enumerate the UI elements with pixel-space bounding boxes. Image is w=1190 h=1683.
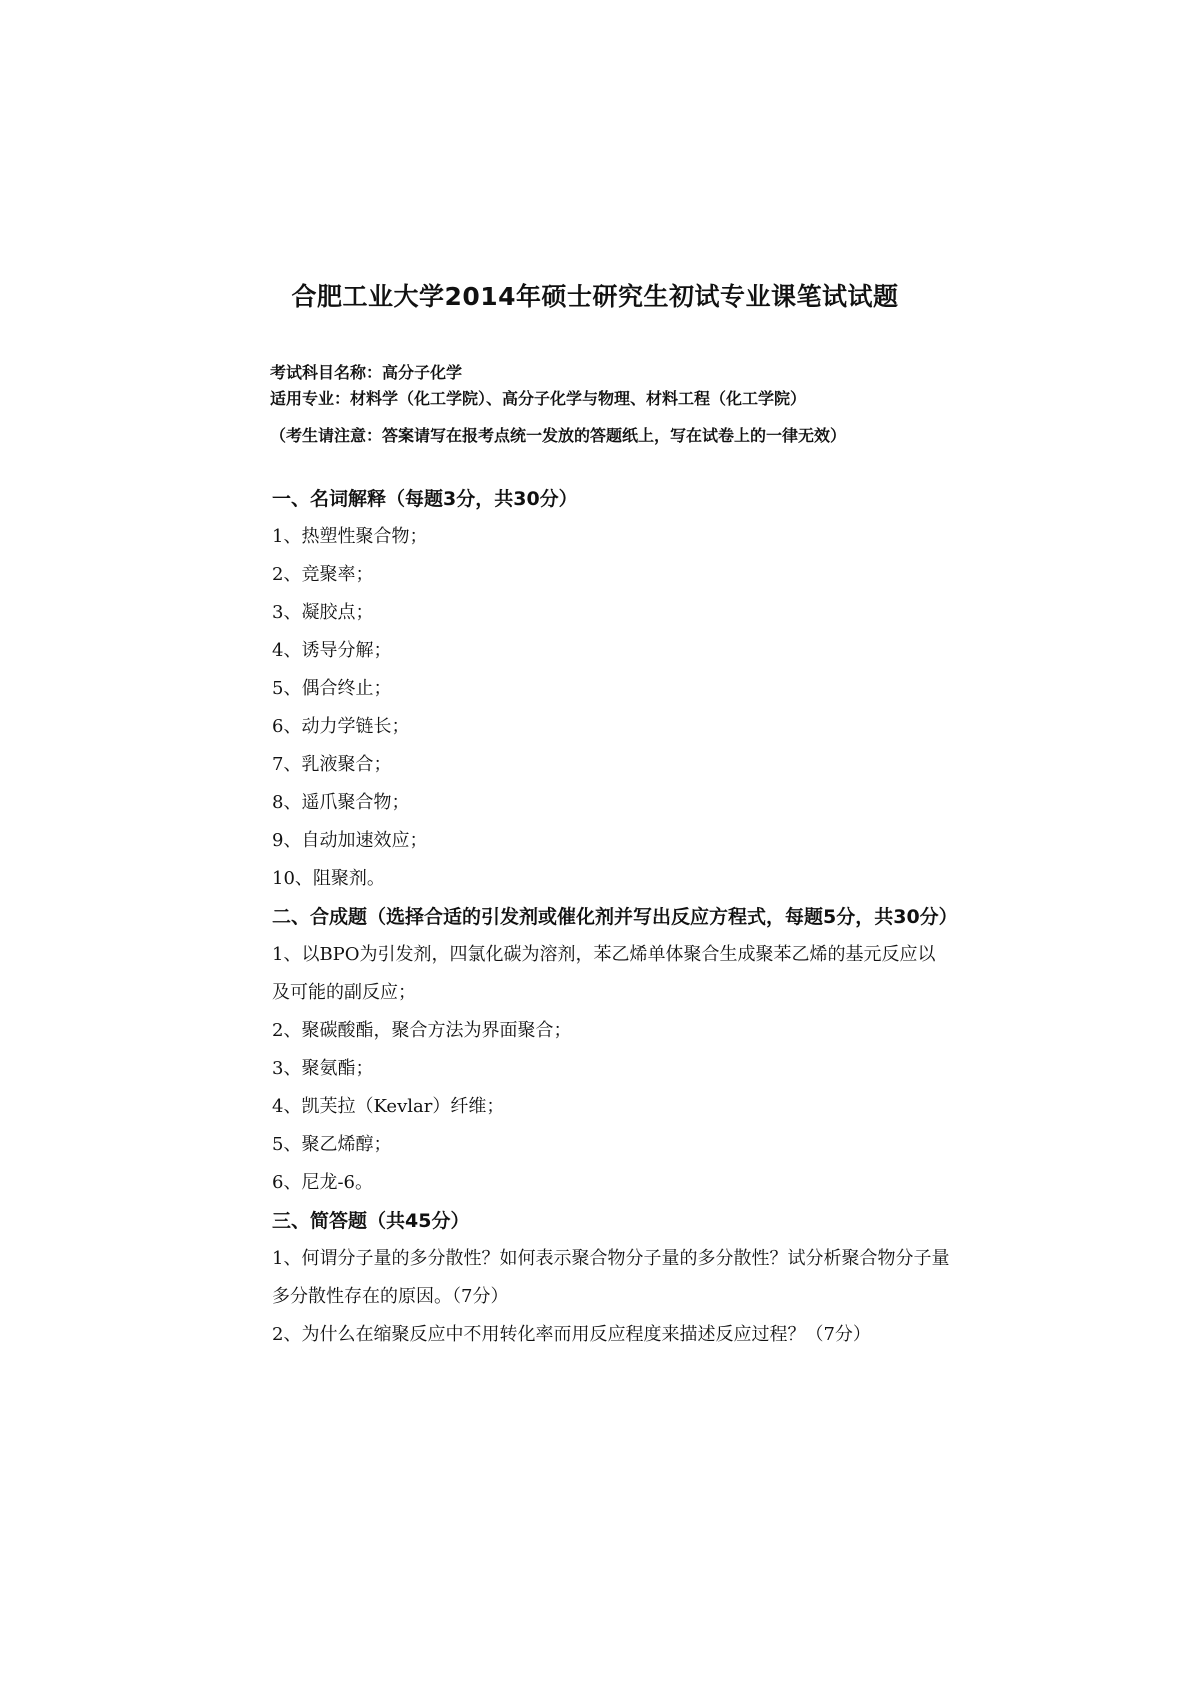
candidate-notice: （考生请注意：答案请写在报考点统一发放的答题纸上，写在试卷上的一律无效） [270, 426, 847, 445]
question-item: 7、乳液聚合； [272, 754, 392, 775]
question-item: 3、凝胶点； [272, 602, 374, 623]
section-heading: 一、名词解释（每题3分，共30分） [272, 488, 578, 510]
question-item: 9、自动加速效应； [272, 830, 428, 851]
question-item: 5、偶合终止； [272, 678, 392, 699]
question-item: 5、聚乙烯醇； [272, 1134, 392, 1155]
question-item: 10、阻聚剂。 [272, 868, 385, 889]
question-item: 3、聚氨酯； [272, 1058, 374, 1079]
section-synthesis [272, 898, 958, 1202]
exam-content [272, 480, 958, 1354]
question-item: 2、为什么在缩聚反应中不用转化率而用反应程度来描述反应过程？（7分） [272, 1324, 871, 1345]
question-item: 1、热塑性聚合物； [272, 526, 428, 547]
question-item: 8、遥爪聚合物； [272, 792, 410, 813]
question-item: 6、动力学链长； [272, 716, 410, 737]
applicable-majors: 适用专业：材料学（化工学院）、高分子化学与物理、材料工程（化工学院） [270, 389, 807, 408]
section-terms [272, 480, 952, 898]
exam-subject: 考试科目名称：高分子化学 [270, 363, 463, 382]
exam-title: 合肥工业大学2014年硕士研究生初试专业课笔试试题 [291, 282, 899, 311]
question-item: 2、竞聚率； [272, 564, 374, 585]
question-item: 4、凯芙拉（Kevlar）纤维； [272, 1096, 505, 1117]
question-item: 2、聚碳酸酯，聚合方法为界面聚合； [272, 1020, 572, 1041]
section-heading: 二、合成题（选择合适的引发剂或催化剂并写出反应方程式，每题5分，共30分） [272, 906, 958, 928]
question-item: 1、以BPO为引发剂，四氯化碳为溶剂，苯乙烯单体聚合生成聚苯乙烯的基元反应以及可能的副反应； [272, 944, 936, 1003]
question-item: 4、诱导分解； [272, 640, 392, 661]
question-item: 6、尼龙-6。 [272, 1172, 373, 1193]
question-item: 1、何谓分子量的多分散性？如何表示聚合物分子量的多分散性？试分析聚合物分子量多分散性存在的原因。（7分） [272, 1248, 950, 1307]
section-heading: 三、简答题（共45分） [272, 1210, 470, 1232]
section-short-answer [272, 1202, 952, 1354]
